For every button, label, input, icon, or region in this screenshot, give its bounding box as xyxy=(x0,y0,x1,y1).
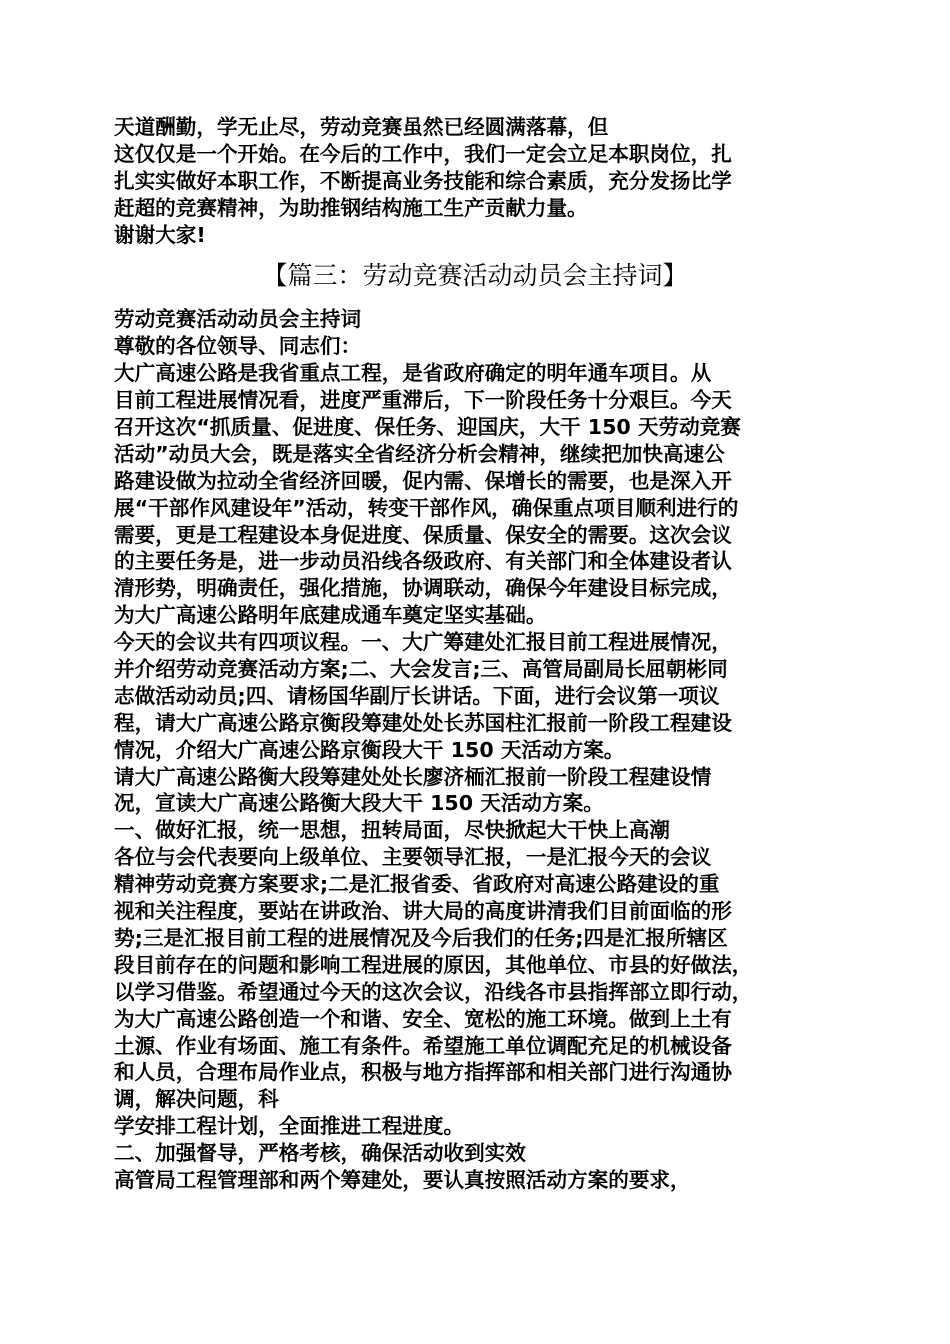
text-line: 学安排工程计划，全面推进工程进度。 xyxy=(114,1114,465,1139)
text-line: 清形势，明确责任，强化措施，协调联动，确保今年建设目标完成， xyxy=(114,576,732,601)
text-line: 展“干部作风建设年”活动，转变干部作风，确保重点项目顺利进行的 xyxy=(114,495,739,520)
text-line: 扎实实做好本职工作，不断提高业务技能和综合素质，充分发扬比学 xyxy=(114,168,732,193)
text-line: 情况，介绍大广高速公路京衡段大干 150 天活动方案。 xyxy=(114,737,625,762)
text-line: 精神劳动竞赛方案要求;二是汇报省委、省政府对高速公路建设的重 xyxy=(114,872,720,897)
text-line: 高管局工程管理部和两个筹建处，要认真按照活动方案的要求， xyxy=(114,1167,691,1192)
text-line: 各位与会代表要向上级单位、主要领导汇报，一是汇报今天的会议 xyxy=(114,845,712,870)
text-line: 活动”动员大会，既是落实全省经济分析会精神，继续把加快高速公 xyxy=(114,441,725,466)
text-line: 土源、作业有场面、施工有条件。希望施工单位调配充足的机械设备 xyxy=(114,1033,732,1058)
text-line: 的主要任务是，进一步动员沿线各级政府、有关部门和全体建设者认 xyxy=(114,549,732,574)
text-line: 劳动竞赛活动动员会主持词 xyxy=(114,307,362,332)
text-line: 今天的会议共有四项议程。一、大广筹建处汇报目前工程进展情况， xyxy=(114,630,732,655)
text-line: 这仅仅是一个开始。在今后的工作中，我们一定会立足本职岗位，扎 xyxy=(114,141,732,166)
text-line: 大广高速公路是我省重点工程，是省政府确定的明年通车项目。从 xyxy=(114,361,712,386)
text-line: 一、做好汇报，统一思想，扭转局面，尽快掀起大干快上高潮 xyxy=(114,818,671,843)
text-line: 志做活动动员;四、请杨国华副厅长讲话。下面，进行会议第一项议 xyxy=(114,683,720,708)
text-line: 需要，更是工程建设本身促进度、保质量、保安全的需要。这次会议 xyxy=(114,522,732,547)
text-line: 天道酬勤，学无止尽，劳动竞赛虽然已经圆满落幕，但 xyxy=(114,115,609,139)
document-body xyxy=(114,114,836,1194)
text-line: 为大广高速公路明年底建成通车奠定坚实基础。 xyxy=(114,603,547,628)
text-line: 程，请大广高速公路京衡段筹建处处长苏国柱汇报前一阶段工程建设 xyxy=(114,710,732,735)
text-line: 尊敬的各位领导、同志们： xyxy=(114,334,362,359)
text-line: 势;三是汇报目前工程的进展情况及今后我们的任务;四是汇报所辖区 xyxy=(114,925,728,950)
text-line: 召开这次“抓质量、促进度、保任务、迎国庆，大干 150 天劳动竞赛 xyxy=(114,415,741,440)
text-line: 为大广高速公路创造一个和谐、安全、宽松的施工环境。做到上土有 xyxy=(114,1006,732,1031)
text-line: 况，宣读大广高速公路衡大段大干 150 天活动方案。 xyxy=(114,791,604,816)
text-line: 路建设做为拉动全省经济回暖，促内需、保增长的需要，也是深入开 xyxy=(114,468,732,493)
text-line: 赶超的竞赛精神，为助推钢结构施工生产贡献力量。 xyxy=(114,195,588,220)
section-heading: 【篇三：劳动竞赛活动动员会主持词】 xyxy=(262,261,688,291)
text-line: 谢谢大家! xyxy=(114,222,206,247)
text-line: 目前工程进展情况看，进度严重滞后，下一阶段任务十分艰巨。今天 xyxy=(114,388,732,413)
text-line: 调，解决问题，科 xyxy=(114,1087,279,1112)
text-line: 并介绍劳动竞赛活动方案;二、大会发言;三、高管局副局长屈朝彬同 xyxy=(114,657,728,682)
text-line: 和人员，合理布局作业点，积极与地方指挥部和相关部门进行沟通协 xyxy=(114,1060,732,1085)
text-line: 以学习借鉴。希望通过今天的这次会议，沿线各市县指挥部立即行动， xyxy=(114,979,753,1004)
text-line: 段目前存在的问题和影响工程进展的原因，其他单位、市县的好做法， xyxy=(114,952,753,977)
text-line: 视和关注程度，要站在讲政治、讲大局的高度讲清我们目前面临的形 xyxy=(114,899,732,924)
text-line: 二、加强督导，严格考核，确保活动收到实效 xyxy=(114,1141,526,1166)
text-line: 请大广高速公路衡大段筹建处处长廖济栭汇报前一阶段工程建设情 xyxy=(114,764,712,789)
